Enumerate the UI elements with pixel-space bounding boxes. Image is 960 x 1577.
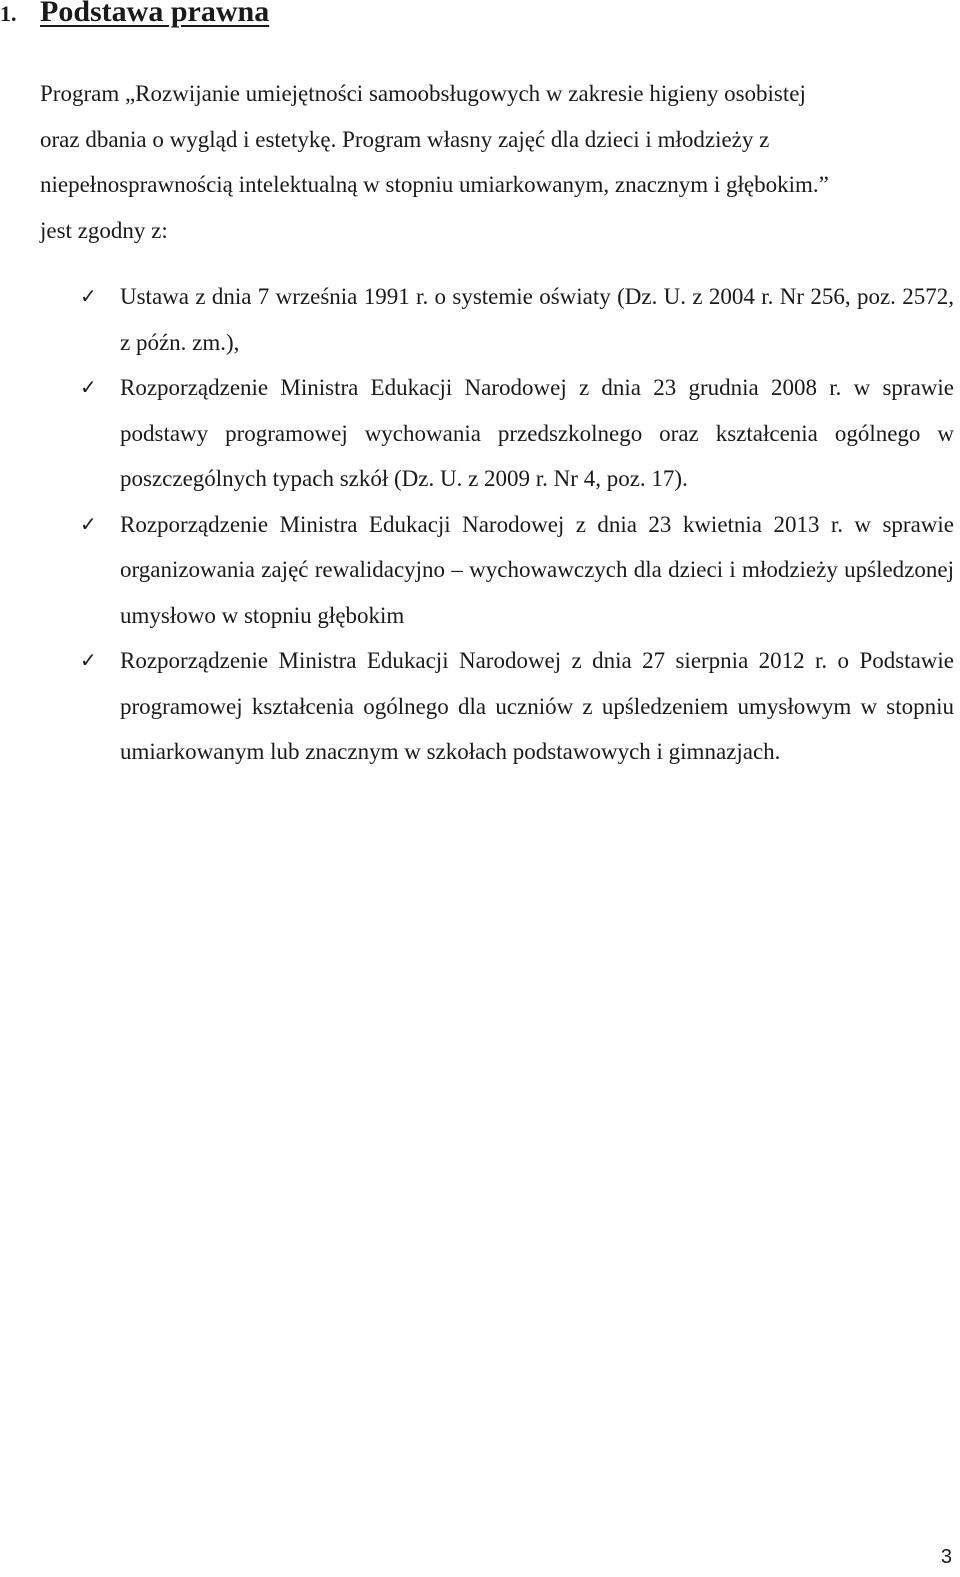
- legal-basis-list: [0, 274, 960, 775]
- legal-basis-text: Rozporządzenie Ministra Edukacji Narodowej z dnia 27 sierpnia 2012 r. o Podstawie programowej kształcenia ogólnego dla uczniów z upśledzeniem umysłowym w stopniu umiarkowanym lub znacznym w szkołach podstawowych i gimnazjach.: [120, 648, 954, 764]
- legal-basis-item: [0, 638, 954, 775]
- legal-basis-item: [0, 274, 954, 365]
- checkmark-icon: ✓: [80, 284, 97, 308]
- intro-line: jest zgodny z:: [40, 217, 168, 243]
- section-title: Podstawa prawna: [40, 0, 270, 28]
- intro-line: niepełnosprawnością intelektualną w stopniu umiarkowanym, znacznym i głębokim.”: [40, 172, 829, 197]
- legal-basis-item: [0, 502, 954, 639]
- legal-basis-text: Rozporządzenie Ministra Edukacji Narodowej z dnia 23 kwietnia 2013 r. w sprawie organizowania zajęć rewalidacyjno – wychowawczych dla dzieci i młodzieży upśledzonej umysłowo w stopniu głębokim: [120, 511, 954, 628]
- intro-line: Program „Rozwijanie umiejętności samoobsługowych w zakresie higieny osobistej: [40, 81, 806, 106]
- checkmark-icon: ✓: [80, 511, 97, 536]
- intro-line: oraz dbania o wygląd i estetykę. Program własny zajęć dla dzieci i młodzieży z: [40, 126, 770, 152]
- page-number: 3: [940, 1546, 952, 1568]
- checkmark-icon: ✓: [80, 648, 97, 672]
- legal-basis-text: Ustawa z dnia 7 września 1991 r. o systemie oświaty (Dz. U. z 2004 r. Nr 256, poz. 2572, z późn. zm.),: [120, 284, 954, 355]
- section-heading: [0, 0, 269, 34]
- section-number: 1.: [0, 1, 17, 26]
- intro-paragraph: [40, 71, 954, 253]
- legal-basis-item: [0, 365, 954, 502]
- legal-basis-text: Rozporządzenie Ministra Edukacji Narodowej z dnia 23 grudnia 2008 r. w sprawie podstawy programowej wychowania przedszkolnego oraz kształcenia ogólnego w poszczególnych typach szkół (Dz. U. z 2009 r. Nr 4, poz. 17).: [120, 375, 954, 491]
- checkmark-icon: ✓: [80, 375, 97, 399]
